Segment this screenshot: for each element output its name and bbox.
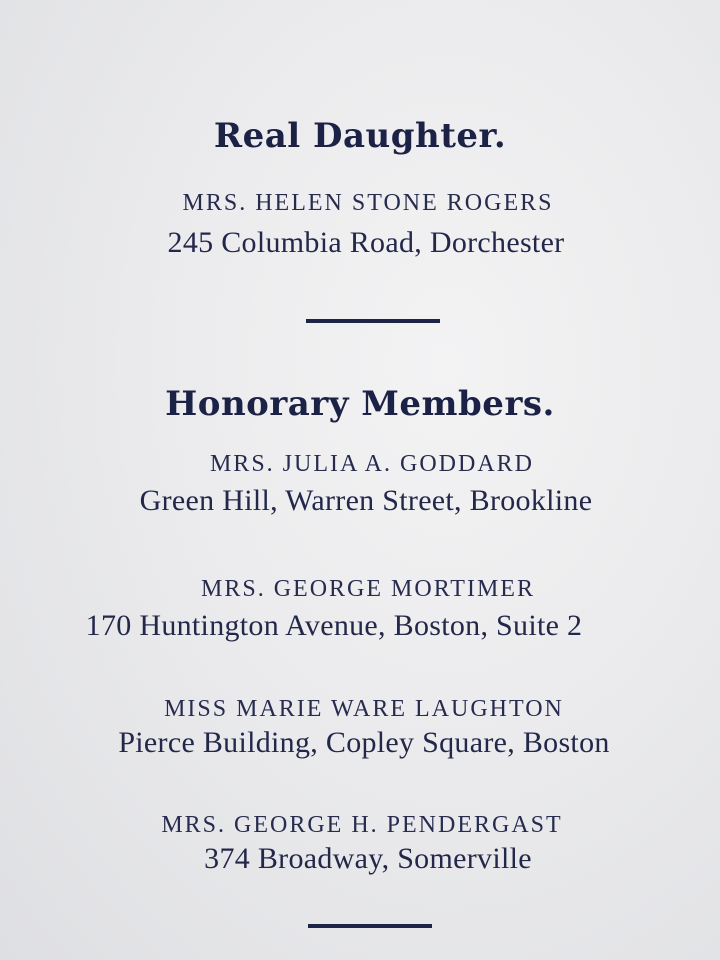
member-address: Green Hill, Warren Street, Brookline — [139, 484, 593, 517]
member-name: MRS. GEORGE MORTIMER — [201, 576, 535, 602]
member-name: MISS MARIE WARE LAUGHTON — [164, 696, 564, 722]
section-divider — [308, 924, 432, 928]
honorary-members-heading: Honorary Members. — [165, 384, 555, 424]
member-address: 374 Broadway, Somerville — [204, 842, 532, 875]
real-daughter-heading: Real Daughter. — [213, 116, 507, 156]
real-daughter-name: MRS. HELEN STONE ROGERS — [182, 190, 554, 216]
member-address: Pierce Building, Copley Square, Boston — [118, 726, 610, 759]
member-address: 170 Huntington Avenue, Boston, Suite 2 — [85, 609, 583, 642]
real-daughter-address: 245 Columbia Road, Dorchester — [167, 226, 565, 259]
member-name: MRS. GEORGE H. PENDERGAST — [161, 812, 563, 838]
member-name: MRS. JULIA A. GODDARD — [209, 451, 535, 477]
section-divider — [306, 319, 440, 323]
